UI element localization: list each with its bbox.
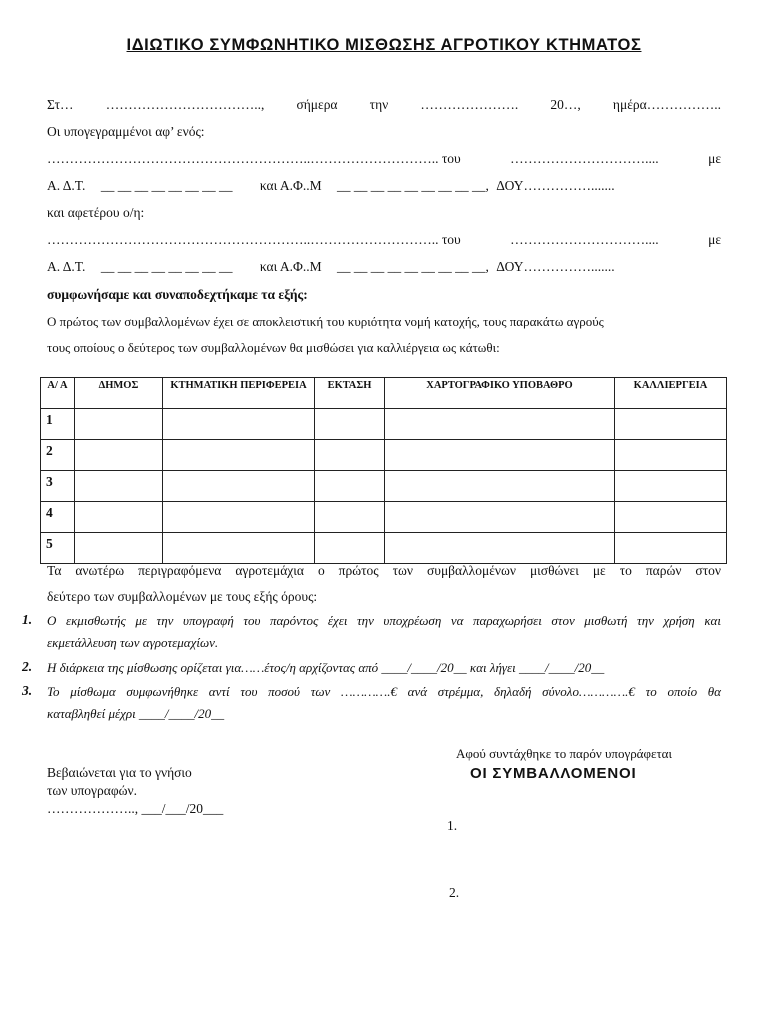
cadastral-cell[interactable] xyxy=(163,409,315,440)
table-header-row xyxy=(41,378,727,409)
row-number: 5 xyxy=(41,533,75,564)
certification-line-2: των υπογραφών. xyxy=(47,783,137,798)
table-row xyxy=(41,471,727,502)
row-number: 2 xyxy=(41,440,75,471)
area-cell[interactable] xyxy=(315,471,385,502)
signature-slot-1: 1. xyxy=(447,818,458,833)
cultivation-cell[interactable] xyxy=(615,471,727,502)
map-cell[interactable] xyxy=(385,409,615,440)
area-cell[interactable] xyxy=(315,502,385,533)
lease-paragraph-line-1: Τα ανωτέρω περιγραφόμενα αγροτεμάχια ο πρώτος των συμβαλλομένων μισθώνει με το παρών στον xyxy=(47,563,721,578)
municipality-cell[interactable] xyxy=(75,471,163,502)
parcels-table xyxy=(40,377,727,564)
cultivation-cell[interactable] xyxy=(615,502,727,533)
signature-slot-2: 2. xyxy=(449,885,460,900)
document-title: ΙΔΙΩΤΙΚΟ ΣΥΜΦΩΝΗΤΙΚΟ ΜΙΣΘΩΣΗΣ ΑΓΡΟΤΙΚΟΥ ΚΤΗΜΑΤΟΣ xyxy=(126,36,642,54)
row-number: 4 xyxy=(41,502,75,533)
header-line-place-date: Στ… …………………………….., σήμερα την …………………. 20…, ημέρα…………….. xyxy=(47,97,721,112)
first-party-ids-line: Α. Δ.Τ. __ __ __ __ __ __ __ __ και Α.Φ..Μ __ __ __ __ __ __ __ __ __, ΔΟΥ……………....... xyxy=(47,178,615,193)
certification-date-line: ……………….., ___/___/20___ xyxy=(47,801,224,816)
cultivation-cell[interactable] xyxy=(615,533,727,564)
column-header-area: ΕΚΤΑΣΗ xyxy=(315,378,385,409)
column-header-aa: Α/ Α xyxy=(41,378,75,409)
area-cell[interactable] xyxy=(315,440,385,471)
municipality-cell[interactable] xyxy=(75,440,163,471)
first-party-name-line: …………………………………………………..……………………….. του ………………………….... με xyxy=(47,151,721,166)
row-number: 1 xyxy=(41,409,75,440)
agreement-heading: συμφωνήσαμε και συναποδεχτήκαμε τα εξής: xyxy=(47,287,308,302)
cadastral-cell[interactable] xyxy=(163,533,315,564)
cultivation-cell[interactable] xyxy=(615,409,727,440)
municipality-cell[interactable] xyxy=(75,533,163,564)
intro-paragraph-line-2: τους οποίους ο δεύτερος των συμβαλλομένων θα μισθώσει για καλλιέργεια ως κάτωθι: xyxy=(47,340,500,355)
area-cell[interactable] xyxy=(315,409,385,440)
lease-paragraph-line-2: δεύτερο των συμβαλλομένων με τους εξής όρους: xyxy=(47,589,318,604)
term-number: 1. xyxy=(22,612,33,627)
first-party-intro: Οι υπογεγραμμένοι αφ’ ενός: xyxy=(47,124,205,139)
second-party-ids-line: Α. Δ.Τ. __ __ __ __ __ __ __ __ και Α.Φ..Μ __ __ __ __ __ __ __ __ __, ΔΟΥ……………....... xyxy=(47,259,615,274)
column-header-municipality: ΔΗΜΟΣ xyxy=(75,378,163,409)
signing-statement: Αφού συντάχθηκε το παρόν υπογράφεται xyxy=(456,746,672,761)
map-cell[interactable] xyxy=(385,533,615,564)
column-header-map-background: ΧΑΡΤΟΓΡΑΦΙΚΟ ΥΠΟΒΑΘΡΟ xyxy=(385,378,615,409)
map-cell[interactable] xyxy=(385,502,615,533)
table-row xyxy=(41,440,727,471)
map-cell[interactable] xyxy=(385,471,615,502)
municipality-cell[interactable] xyxy=(75,502,163,533)
cadastral-cell[interactable] xyxy=(163,502,315,533)
cadastral-cell[interactable] xyxy=(163,471,315,502)
second-party-name-line: …………………………………………………..……………………….. του ………………………….... με xyxy=(47,232,721,247)
table-row xyxy=(41,533,727,564)
term-number: 3. xyxy=(22,683,33,698)
row-number: 3 xyxy=(41,471,75,502)
cadastral-cell[interactable] xyxy=(163,440,315,471)
map-cell[interactable] xyxy=(385,440,615,471)
area-cell[interactable] xyxy=(315,533,385,564)
column-header-cadastral-region: ΚΤΗΜΑΤΙΚΗ ΠΕΡΙΦΕΡΕΙΑ xyxy=(163,378,315,409)
cultivation-cell[interactable] xyxy=(615,440,727,471)
table-row xyxy=(41,409,727,440)
intro-paragraph-line-1: Ο πρώτος των συμβαλλομένων έχει σε αποκλειστική του κυριότητα νομή κατοχής, τους παρακάτω αγρούς xyxy=(47,314,604,329)
table-row xyxy=(41,502,727,533)
contracting-parties-label: ΟΙ ΣΥΜΒΑΛΛΟΜΕΝΟΙ xyxy=(470,765,637,782)
term-1: Ο εκμισθωτής με την υπογραφή του παρόντος έχει την υποχρέωση να παραχωρήσει στον μισθωτή την χρήση και εκμετάλλευση των αγροτεμαχίων. xyxy=(47,613,721,650)
term-number: 2. xyxy=(22,659,33,674)
certification-line-1: Βεβαιώνεται για το γνήσιο xyxy=(47,765,192,780)
term-2: Η διάρκεια της μίσθωσης ορίζεται για……έτος/η αρχίζοντας από ____/____/20__ και λήγει ____/____/20__ xyxy=(47,660,605,675)
municipality-cell[interactable] xyxy=(75,409,163,440)
term-3: Το μίσθωμα συμφωνήθηκε αντί του ποσού των ………….€ ανά στρέμμα, δηλαδή σύνολο………….€ το οποίο θα καταβληθεί μέχρι ____/____/20__ xyxy=(47,684,721,721)
column-header-cultivation: ΚΑΛΛΙΕΡΓΕΙΑ xyxy=(615,378,727,409)
second-party-intro: και αφετέρου ο/η: xyxy=(47,205,145,220)
